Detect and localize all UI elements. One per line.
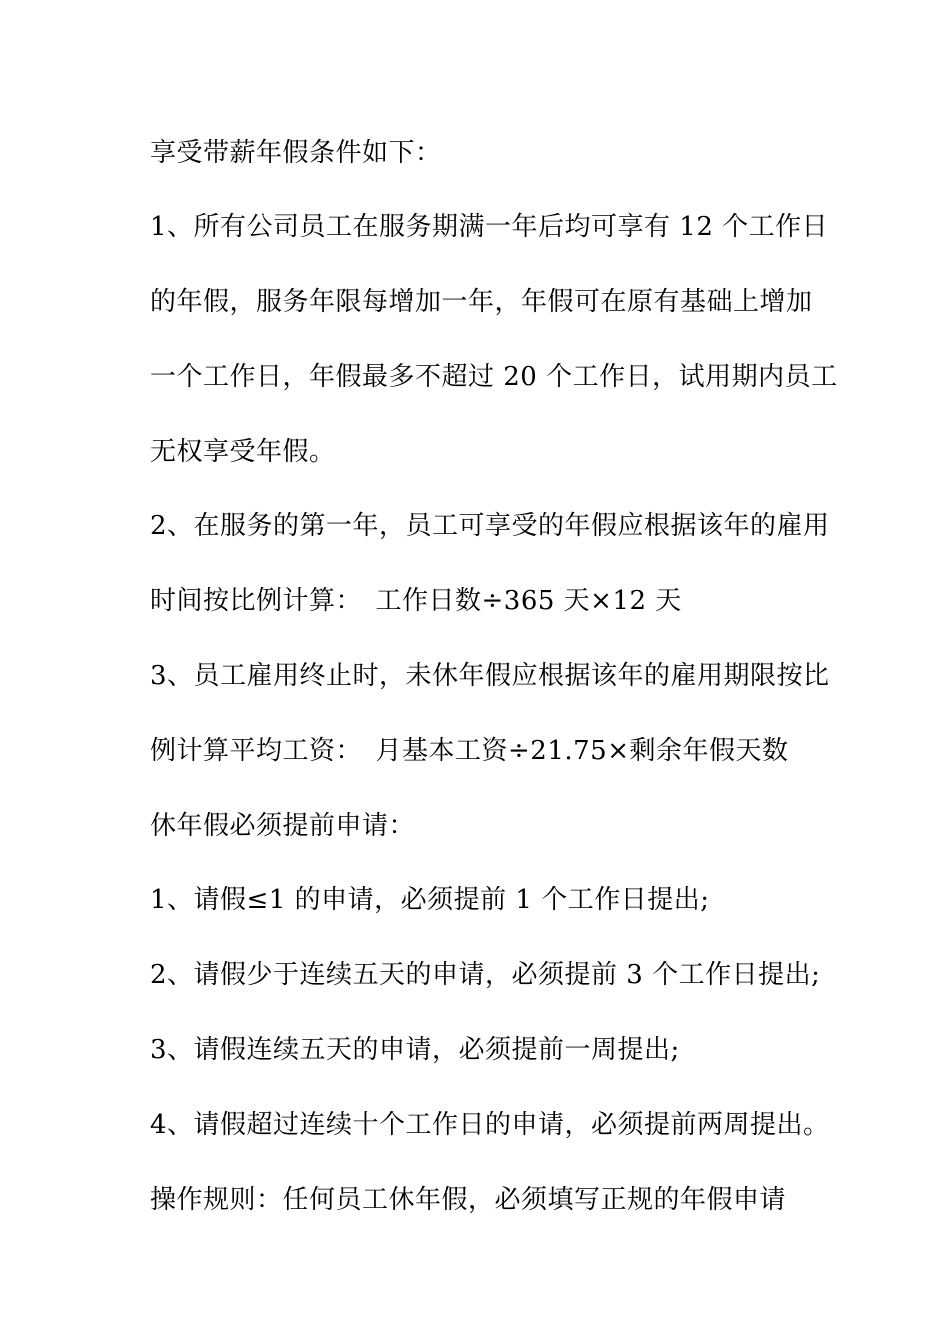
rule-item: 3、请假连续五天的申请，必须提前一周提出; <box>150 1035 680 1065</box>
paragraph-line: 一个工作日，年假最多不超过 20 个工作日，试用期内员工 <box>150 362 838 392</box>
formula-line: 例计算平均工资： 月基本工资÷21.75×剩余年假天数 <box>150 736 789 766</box>
rule-item: 4、请假超过连续十个工作日的申请，必须提前两周提出。 <box>150 1110 830 1140</box>
section-heading-leave-application: 休年假必须提前申请： <box>150 811 416 841</box>
paragraph-line: 1、所有公司员工在服务期满一年后均可享有 12 个工作日 <box>150 212 829 242</box>
section-heading-paid-leave-conditions: 享受带薪年假条件如下： <box>150 138 442 168</box>
paragraph-line: 操作规则：任何员工休年假，必须填写正规的年假申请 <box>150 1185 787 1215</box>
rule-item: 2、请假少于连续五天的申请，必须提前 3 个工作日提出; <box>150 960 821 990</box>
formula-line: 时间按比例计算： 工作日数÷365 天×12 天 <box>150 586 682 616</box>
rule-item: 1、请假≤1 的申请，必须提前 1 个工作日提出; <box>150 885 710 915</box>
paragraph-line: 3、员工雇用终止时，未休年假应根据该年的雇用期限按比 <box>150 661 830 691</box>
paragraph-line: 无权享受年假。 <box>150 437 336 467</box>
paragraph-line: 的年假，服务年限每增加一年，年假可在原有基础上增加 <box>150 287 813 317</box>
paragraph-line: 2、在服务的第一年，员工可享受的年假应根据该年的雇用 <box>150 511 830 541</box>
